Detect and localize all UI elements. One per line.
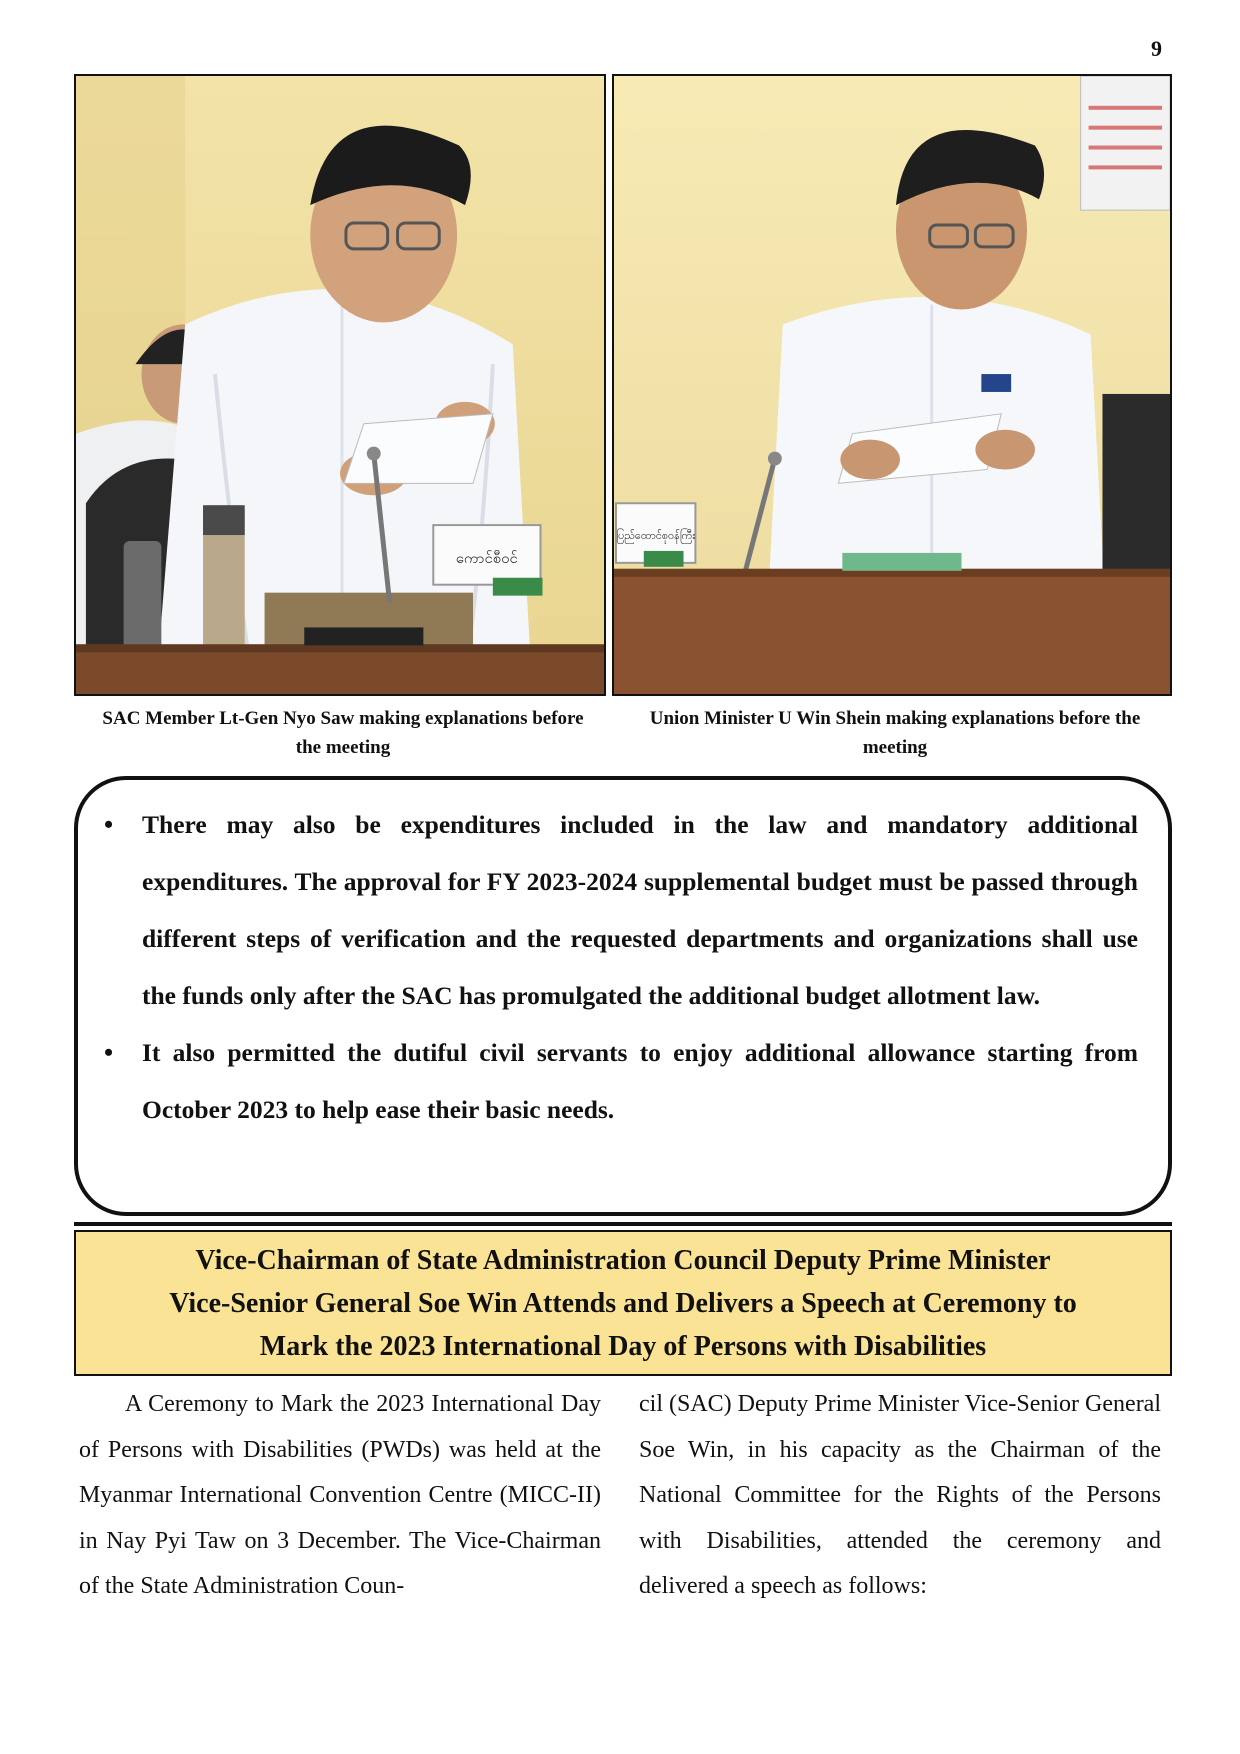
nameplate-text: ကောင်စီဝင်: [455, 548, 518, 567]
headline-line: Vice-Chairman of State Administration Council Deputy Prime Minister: [195, 1244, 1051, 1276]
headline-line: Mark the 2023 International Day of Persons with Disabilities: [259, 1330, 987, 1362]
photo-lt-gen-nyo-saw: [74, 74, 606, 696]
section-divider: [74, 1222, 1172, 1226]
article-column-left: [79, 1382, 601, 1610]
article-paragraph: A Ceremony to Mark the 2023 International Day of Persons with Disabilities (PWDs) was held at the Myanmar International Convention Centre (MICC-II) in Nay Pyi Taw on 3 December. The Vice-Chairman of the State Administration Coun-: [79, 1391, 601, 1599]
photo-u-win-shein: [612, 74, 1172, 696]
article-column-right: [639, 1382, 1161, 1610]
highlight-box: [74, 776, 1172, 1216]
article-headline: [169, 1239, 1077, 1368]
photo-caption-right: Union Minister U Win Shein making explanations before the meeting: [649, 708, 1141, 758]
highlight-list: [104, 796, 1138, 1138]
highlight-item: • It also permitted the dutiful civil servants to enjoy additional allowance starting from October 2023 to help ease their basic needs.: [104, 1024, 1138, 1138]
headline-line: Vice-Senior General Soe Win Attends and Delivers a Speech at Ceremony to: [169, 1287, 1077, 1319]
highlight-item: • There may also be expenditures included in the law and mandatory additional expenditures. The approval for FY 2023-2024 supplemental budget must be passed through different steps of verification and the requested departments and organizations shall use the funds only after the SAC has promulgated the additional budget allotment law.: [104, 796, 1138, 1024]
nameplate-text: ပြည်ထောင်စုဝန်ကြီး: [616, 528, 696, 543]
photo-illustration: [76, 76, 604, 694]
photo-caption-left: SAC Member Lt-Gen Nyo Saw making explanations before the meeting: [102, 708, 584, 758]
photo-illustration: [614, 76, 1170, 694]
page-number: 9: [1151, 36, 1162, 61]
article-headline-box: [74, 1230, 1172, 1376]
article-paragraph: cil (SAC) Deputy Prime Minister Vice-Senior General Soe Win, in his capacity as the Chairman of the National Committee for the Rights of the Persons with Disabilities, attended the ceremony and delivered a speech as follows:: [639, 1391, 1161, 1599]
